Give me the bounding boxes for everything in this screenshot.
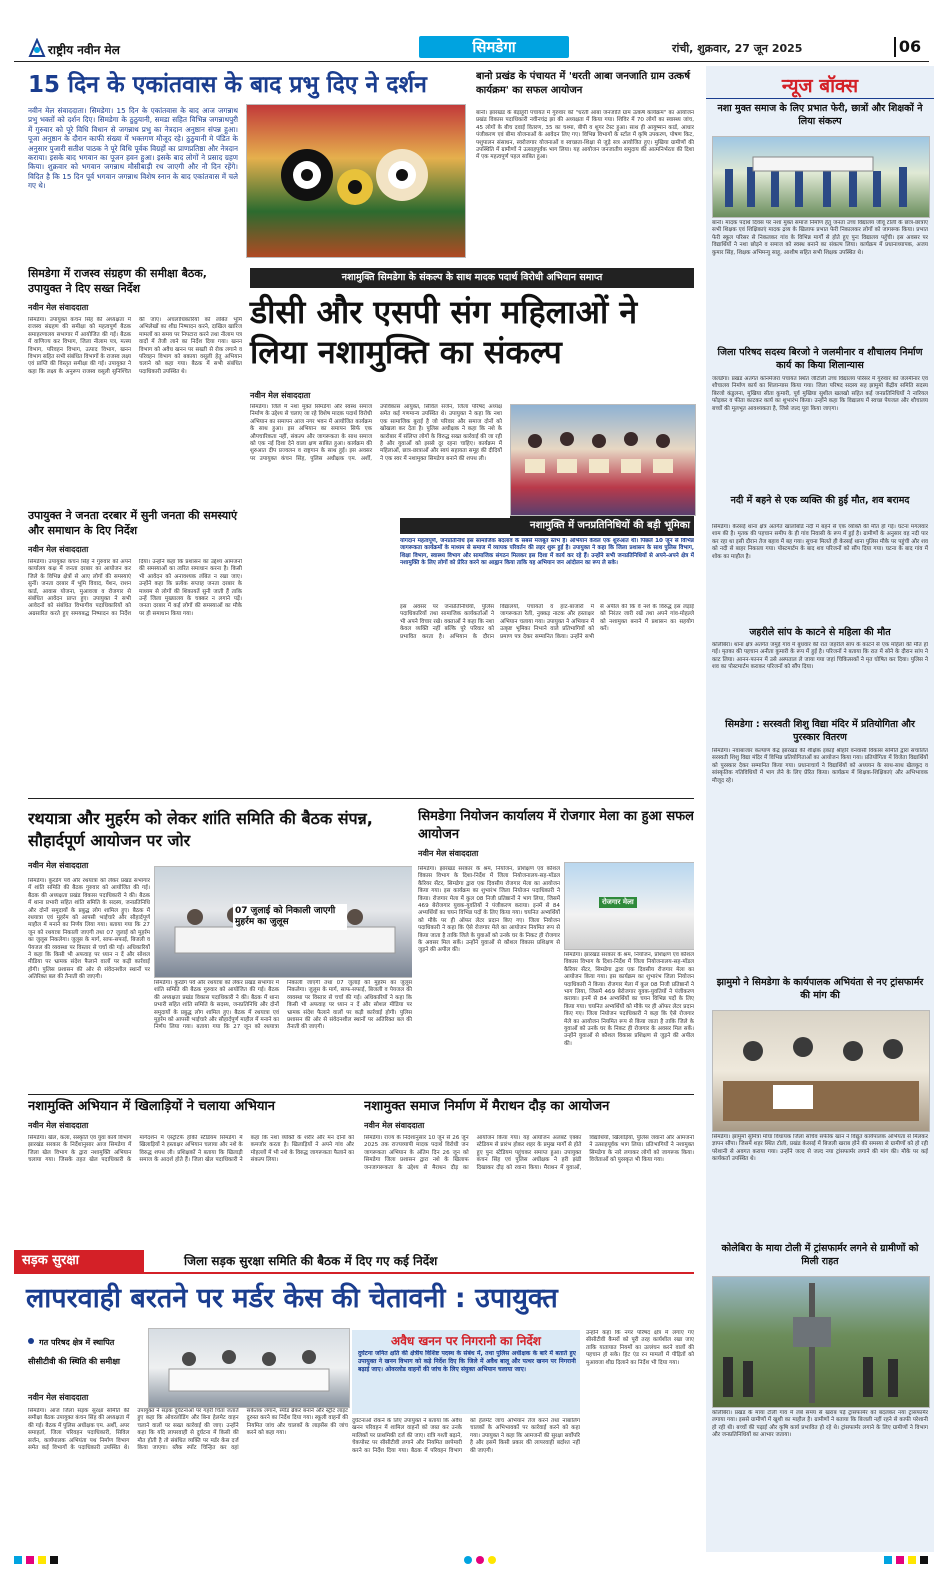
road-body-continued: उन्होंने कहा कि नगर परिषद क्षेत्र में लगाए गए सीसीटीवी कैमरों को पूरी तरह कार्यशील रखा जाए ताकि यातायात नियमों का उल्लंघन करने वालों की पहचान हो सके। हिट एंड रन मामलों में पीड़ितों को मुआवजा शीघ्र दिलाने का निर्देश भी दिया गया। xyxy=(586,1330,694,1366)
marathon-headline: नशामुक्त समाज निर्माण में मैराथन दौड़ का आयोजन xyxy=(364,1099,610,1114)
section-rule-1 xyxy=(28,798,694,799)
story-revenue xyxy=(28,266,242,506)
nb1-body: बानो। मादक पदार्थ दिवस पर नशा मुक्त समाज निर्माण हेतु जनता उच्च विद्यालय जीवू टोली के छात्र-छात्राएं सभी शिक्षक एवं शिक्षिकाएं मादक द्रव्य के खिलाफ प्रभात फेरी निकालकर लोगों को जागरूक किया। प्रभात फेरी स्कूल परिसर से निकलकर गांव के विभिन्न मार्गों से होते हुए पुनः विद्यालय पहुँची। इस अवसर पर विद्यार्थियों ने नशा छोड़ने व समाज को स्वस्थ बनाने का संकल्प लिया। कार्यक्रम में प्रधानाध्यापक, अजय कुमार सिंह, शिक्षक अभिमन्यु साहू, आशीष सहित सभी शिक्षक उपस्थित थे। xyxy=(712,220,928,256)
ornament-icon xyxy=(28,38,46,58)
rojgar-byline: नवीन मेल संवाददाता xyxy=(418,849,479,858)
rath-headline: रथयात्रा और मुहर्रम को लेकर शांति समिति की बैठक संपन्न, सौहार्दपूर्ण आयोजन पर जोर xyxy=(28,809,373,850)
road-section-label: सड़क सुरक्षा xyxy=(14,1250,144,1272)
road-body: सिमडेगा। आज जिला सड़क सुरक्षा समिति की समीक्षा बैठक उपायुक्त कंचन सिंह की अध्यक्षता में की गई। बैठक में पुलिस अधीक्षक एम. अर्शी, अपर समाहर्ता, जिला परिवहन पदाधिकारी, सिविल सर्जन, कार्यपालक अभियंता पथ निर्माण विभाग समेत कई विभागों के पदाधिकारी उपस्थित थे। उपायुक्त ने सड़क दुर्घटनाओं पर गहरी चिंता जताते हुए कहा कि ओवरलोडिंग और बिना हेलमेट वाहन चलाने वालों पर सख्त कार्रवाई की जाए। उन्होंने कहा कि यदि लापरवाही से दुर्घटना में किसी की मौत होती है तो संबंधित व्यक्ति पर मर्डर केस दर्ज किया जाएगा। ब्लैक स्पॉट चिन्हित कर वहां संकेतक लगाने, स्पीड ब्रेकर बनाने और स्ट्रीट लाइट दुरुस्त करने का निर्देश दिया गया। स्कूली वाहनों की नियमित जांच और चालकों के लाइसेंस की जांच करने को कहा गया। xyxy=(28,1408,348,1452)
rojgar-body-2: सिमडेगा। झारखंड सरकार के श्रम, नियोजन, प्रशिक्षण एवं कौशल विकास विभाग के दिशा-निर्देश में जिला नियोजनालय-सह-मॉडल कैरियर सेंटर, सिमडेगा द्वारा एक दिवसीय रोजगार मेला का आयोजन किया गया। इस कार्यक्रम का शुभारंभ जिला नियोजन पदाधिकारी ने किया। रोजगार मेला में कुल 08 निजी प्रतिष्ठानों ने भाग लिया, जिसमें 469 बेरोजगार युवक-युवतियों ने पंजीकरण कराया। इनमें से 84 अभ्यर्थियों का चयन विभिन्न पदों के लिए किया गया। चयनित अभ्यर्थियों को मौके पर ही ऑफर लेटर प्रदान किए गए। जिला नियोजन पदाधिकारी ने कहा कि ऐसे रोजगार मेले का आयोजन नियमित रूप से किया जाता है ताकि जिले के युवाओं को उनके घर के निकट ही रोजगार के अवसर मिल सकें। उन्होंने युवाओं से कौशल विकास प्रशिक्षण से जुड़ने की अपील की। xyxy=(564,952,694,1047)
rath-body: सिमडेगा। कुरडेग पर्व और रथयात्रा को लेकर प्रखंड सभागार में शांति समिति की बैठक गुरुवार को आयोजित की गई। बैठक की अध्यक्षता प्रखंड विकास पदाधिकारी ने की। बैठक में थाना प्रभारी सहित शांति समिति के सदस्य, जनप्रतिनिधि और दोनों समुदायों के प्रबुद्ध लोग शामिल हुए। बैठक में रथयात्रा एवं मुहर्रम को आपसी भाईचारे और सौहार्दपूर्ण माहौल में मनाने का निर्णय लिया गया। बताया गया कि 27 जून को रथयात्रा निकाली जाएगी तथा 07 जुलाई को मुहर्रम का जुलूस निकलेगा। जुलूस के मार्ग, साफ-सफाई, बिजली व पेयजल की व्यवस्था पर विस्तार से चर्चा की गई। अधिकारियों ने कहा कि किसी भी अफवाह पर ध्यान न दें और सोशल मीडिया पर भ्रामक संदेश फैलाने वालों पर कड़ी कार्रवाई होगी। पुलिस प्रशासन की ओर से संवेदनशील स्थानों पर अतिरिक्त बल की तैनाती की जाएगी। xyxy=(28,878,150,981)
page-number: 06 xyxy=(894,37,924,57)
darbar-headline: उपायुक्त ने जनता दरबार में सुनी जनता की समस्याएं और समाधान के दिए निर्देश xyxy=(28,509,238,537)
nb6-headline: झामुमो ने सिमडेगा के कार्यपालक अभियंता से नए ट्रांसफार्मर की मांग की xyxy=(716,977,924,1001)
story1-headline: 15 दिन के एकांतवास के बाद प्रभु दिए ने दर्शन xyxy=(28,72,427,98)
rath-photo-caption: 07 जुलाई को निकाली जाएगी मुहर्रम का जुलूस xyxy=(233,904,347,930)
nb3-body: सिमडेगा। केरसई थाना क्षेत्र अंतर्गत खालोबोडे नदी में बहने से एक व्यक्ति की मौत हो गई। घटना मंगलवार शाम की है। मृतक की पहचान समीप के ही गांव निवासी के रूप में हुई है। ग्रामीणों के अनुसार वह नदी पार कर रहा था इसी दौरान तेज बहाव में बह गया। सूचना मिलते ही केरसई थाना पुलिस मौके पर पहुंची और शव को नदी से बाहर निकाला गया। पोस्टमार्टम के बाद शव परिजनों को सौंप दिया गया। घटना के बाद गांव में शोक का माहौल है। xyxy=(712,524,928,560)
story2-body: बानो। झारखंड के बेड़ाहूरी पंचायत में गुरुवार को "धरती आबा जनजाति ग्राम उत्कर्ष कार्यक्रम" का आयोजन प्रखंड विकास पदाधिकारी नवीनचंद्र झा की अध्यक्षता में किया गया। शिविर में 70 लोगों का स्वास्थ्य जांच, 45 लोगों के बीच दवाई वितरण, 35 का चश्मा, बीपी व शुगर टेस्ट हुआ। साथ ही आयुष्मान कार्ड, आधार पंजीकरण एवं बीमा योजनाओं के आवेदन लिए गए। विभिन्न विभागों के स्टॉल में कृषि उपकरण, पोषण किट, पशुपालन संसाधन, स्वरोजगार योजनाओं व स्वच्छता-शिक्षा से जुड़े सत्र आयोजित हुए। मुखिया ग्रामीणों की उपस्थिति में ग्रामीणों ने उत्साहपूर्वक भाग लिया। यह आयोजन जनजातीय समुदाय की आत्मनिर्भरता की दिशा में एक महत्वपूर्ण पहल साबित हुआ। xyxy=(476,110,694,161)
news-box-title: न्यूज बॉक्स xyxy=(781,75,859,97)
main-kicker: नशामुक्ति सिमडेगा के संकल्प के साथ मादक पदार्थ विरोधी अभियान समाप्त xyxy=(341,272,603,283)
rojgar-headline: सिमडेगा नियोजन कार्यालय में रोजगार मेला का हुआ सफल आयोजन xyxy=(418,809,694,842)
darbar-body: सिमडेगा। उपायुक्त कंचन सिंह ने गुरुवार को अपने कार्यालय कक्ष में जनता दरबार का आयोजन कर जिले के विभिन्न क्षेत्रों से आए लोगों की समस्याएं सुनीं। जनता दरबार में भूमि विवाद, पेंशन, राशन कार्ड, आवास योजना, मुआवजा व रोजगार से संबंधित आवेदन प्राप्त हुए। उपायुक्त ने सभी आवेदनों को संबंधित विभागीय पदाधिकारियों को अग्रसारित करते हुए समयबद्ध निष्पादन का निर्देश दिया। उन्होंने कहा कि प्रशासन का उद्देश्य आमजनों की समस्याओं का त्वरित समाधान करना है। किसी भी आवेदन को अनावश्यक लंबित न रखा जाए। उन्होंने कहा कि प्रत्येक सप्ताह जनता दरबार के माध्यम से लोगों की शिकायतें सुनी जाती हैं ताकि उन्हें जिला मुख्यालय के चक्कर न लगाने पड़ें। जनता दरबार में कई लोगों की समस्याओं का मौके पर ही समाधान किया गया। xyxy=(28,559,242,617)
khiladi-body: सिमडेगा। खेल, कला, संस्कृति एवं युवा कार्य विभाग झारखंड सरकार के निर्देशानुसार आज सिमडेगा में जिला खेल विभाग के द्वारा नशामुक्ति अभियान चलाया गया। जिसके तहत खेल पदाधिकारी के मार्गदर्शन में एस्ट्रोटर्फ हॉकी स्टेडियम सिमडेगा में खिलाड़ियों ने हस्ताक्षर अभियान चलाया और नशे के विरुद्ध शपथ ली। प्रशिक्षकों ने बताया कि खिलाड़ी समाज के आदर्श होते हैं। जिला खेल पदाधिकारी ने कहा कि नशा व्यक्ति के शरीर और मन दोनों को कमजोर करता है। खिलाड़ियों ने अपने गांव और मोहल्लों में भी नशे के विरुद्ध जागरूकता फैलाने का संकल्प लिया। xyxy=(28,1135,354,1164)
section-title: सिमडेगा xyxy=(472,38,516,56)
nb5-headline: सिमडेगा : सरस्वती शिशु विद्या मंदिर में प्रतियोगिता और पुरस्कार वितरण xyxy=(725,719,915,743)
rojgar-body: सिमडेगा। झारखंड सरकार के श्रम, नियोजन, प्रशिक्षण एवं कौशल विकास विभाग के दिशा-निर्देश में जिला नियोजनालय-सह-मॉडल कैरियर सेंटर, सिमडेगा द्वारा एक दिवसीय रोजगार मेला का आयोजन किया गया। इस कार्यक्रम का शुभारंभ जिला नियोजन पदाधिकारी ने किया। रोजगार मेला में कुल 08 निजी प्रतिष्ठानों ने भाग लिया, जिसमें 469 बेरोजगार युवक-युवतियों ने पंजीकरण कराया। इनमें से 84 अभ्यर्थियों का चयन विभिन्न पदों के लिए किया गया। चयनित अभ्यर्थियों को मौके पर ही ऑफर लेटर प्रदान किए गए। जिला नियोजन पदाधिकारी ने कहा कि ऐसे रोजगार मेले का आयोजन नियमित रूप से किया जाता है ताकि जिले के युवाओं को उनके घर के निकट ही रोजगार के अवसर मिल सकें। उन्होंने युवाओं से कौशल विकास प्रशिक्षण से जुड़ने की अपील की। xyxy=(418,866,560,954)
story-rojgar-mela xyxy=(418,808,694,1090)
road-headline: लापरवाही बरतने पर मर्डर केस की चेतावनी : उपायुक्त xyxy=(26,1283,558,1314)
darbar-byline: नवीन मेल संवाददाता xyxy=(28,545,89,554)
main-headline: डीसी और एसपी संग महिलाओं ने लिया नशामुक्ति का संकल्प xyxy=(250,293,638,371)
caption-title: नशामुक्ति में जनप्रतिनिधियों की बड़ी भूमिका xyxy=(400,518,694,534)
marathon-body: सिमडेगा। राज्य के निर्देशानुसार 10 जून से 26 जून 2025 तक राज्यव्यापी मादक पदार्थ विरोधी जन जागरूकता अभियान के अंतिम दिन 26 जून को सिमडेगा जिला प्रशासन द्वारा नशे के खिलाफ जनजागरूकता के उद्देश्य से मैराथन दौड़ का आयोजन किया गया। यह आयोजन अलबर्ट एक्का स्टेडियम से प्रारंभ होकर शहर के प्रमुख मार्गों से होते हुए पुनः स्टेडियम पहुंचकर समाप्त हुआ। उपायुक्त कंचन सिंह एवं पुलिस अधीक्षक ने हरी झंडी दिखाकर दौड़ को रवाना किया। मैराथन में युवाओं, विद्यार्थियों, खिलाड़ियों, पुलिस जवानों और आमजनों ने उत्साहपूर्वक भाग लिया। प्रतिभागियों ने नशामुक्त सिमडेगा के नारे लगाकर लोगों को जागरूक किया। विजेताओं को पुरस्कृत भी किया गया। xyxy=(364,1135,694,1171)
deity-icon xyxy=(247,105,465,257)
story-marathon xyxy=(364,1098,694,1244)
road-meeting-photo xyxy=(148,1328,350,1408)
nb2-body: जलडेगा। प्रखंड अंतर्गत कोनमेंजरा पंचायत स्थित जीटोली उच्च विद्यालय परिसर में गुरुवार को जलमीनार एवं शौचालय निर्माण कार्य का शिलान्यास किया गया। जिला परिषद सदस्य सह झामुमो केंद्रीय समिति सदस्य बिरजो कंडुलना, मुखिया सीता कुमारी, पूर्व मुखिया सुशील खलखो सहित कई जनप्रतिनिधियों ने नारियल फोड़कर व फीता काटकर कार्य का शुभारंभ किया। उन्होंने कहा कि विद्यालय में स्वच्छ पेयजल और शौचालय बच्चों की मूलभूत आवश्यकता है, जिसे जल्द पूरा किया जाएगा। xyxy=(712,376,928,412)
nb4-body: कोलेबिरा। थाना क्षेत्र अंतर्गत जमुई गांव में बुधवार की रात जहरीले सांप के काटने से एक महिला की मौत हो गई। मृतका की पहचान अनीता कुमारी के रूप में हुई है। परिजनों ने बताया कि रात में सोने के दौरान सांप ने काट लिया। आनन-फानन में उसे अस्पताल ले जाया गया जहां चिकित्सकों ने मृत घोषित कर दिया। पुलिस ने शव का पोस्टमार्टम कराकर परिजनों को सौंप दिया। xyxy=(712,642,928,671)
memorandum-photo xyxy=(712,1010,930,1132)
khiladi-byline: नवीन मेल संवाददाता xyxy=(28,1121,89,1130)
mining-lead: दुर्घटना जनित क्षति की क्षेत्रीय विशिष्ट पदस्थ के संबंध में, तथा पुलिस अधीक्षक के बारे में बताते हुए उपायुक्त ने खनन विभाग को कड़े निर्देश दिए कि जिले में अवैध बालू और पत्थर खनन पर निगरानी बढ़ाई जाए। ओवरलोड वाहनों की जांच के लिए संयुक्त अभियान चलाया जाए। xyxy=(358,1350,576,1373)
nb2-headline: जिला परिषद सदस्य बिरजो ने जलमीनार व शौचालय निर्माण कार्य का किया शिलान्यास xyxy=(717,347,923,371)
story-dharti-aaba xyxy=(476,70,694,264)
nb4-headline: जहरीले सांप के काटने से महिला की मौत xyxy=(749,627,891,638)
main-byline: नवीन मेल संवाददाता xyxy=(250,391,311,400)
story1-body: नवीन मेल संवाददाता। सिमडेगा। 15 दिन के एकांतवास के बाद आज जगन्नाथ प्रभु भक्तों को दर्शन दिए। सिमडेगा के ठुठुयानी, समडा सहित विभिन्न जगन्नाथपुरी में गुरुवार को पूरे विधि विधान से जगन्नाथ प्रभु का नेत्रदान अनुष्ठान संपन्न हुआ। पूजा अनुष्ठान के दौरान काफी संख्या में भक्तगण मौजूद रहे। ठुठुयानी मे पंडित के अनुसार पुजारी सतीश पाठक ने पूरे विधि पूर्वक विग्रहों का प्राणप्रतिष्ठा और नेत्रदान कराया। इसके बाद भगवान का पूजन हवन हुआ। इसके बाद लोगों ने प्रसाद ग्रहण किया। शुक्रवार को भगवान जगन्नाथ मौसीबाड़ी रथ जाएगी और नौ दिन रहेंगे। विदित है कि 15 दिन पूर्व भगवान जगन्नाथ विशेष स्नान के बाद एकांतवास में चले गए थे। xyxy=(28,106,238,191)
paper-name: राष्ट्रीय नवीन मेल xyxy=(48,43,120,57)
nb5-body: सिमडेगा। नवाबाजार कल्याण केंद्र झारखंड की शैक्षिक इकाई श्रीहरि वनवासी विकास समिति द्वारा संचालित सरस्वती शिशु विद्या मंदिर में विभिन्न प्रतियोगिताओं का आयोजन किया गया। प्रतियोगिता में विजेता विद्यार्थियों को पुरस्कार देकर सम्मानित किया गया। प्रधानाचार्य ने विद्यार्थियों को अध्ययन के साथ-साथ खेलकूद व सांस्कृतिक गतिविधियों में भाग लेने के लिए प्रेरित किया। कार्यक्रम में शिक्षक-शिक्षिकाएं और अभिभावक मौजूद रहे। xyxy=(712,748,928,784)
story-janta-darbar xyxy=(28,508,242,790)
jagannath-photo xyxy=(246,104,466,258)
main-body-continued: इस अवसर पर जनप्रतिनिधियों, पुलिस पदाधिकारियों तथा सामाजिक कार्यकर्ताओं ने भी अपने विचार रखे। वक्ताओं ने कहा कि नशा केवल व्यक्ति नहीं बल्कि पूरे परिवार को प्रभावित करता है। अभियान के दौरान विद्यालयों, पंचायतों व हाट-बाजारों में जागरूकता रैली, नुक्कड़ नाटक और हस्ताक्षर अभियान चलाया गया। उपायुक्त ने अभियान में उत्कृष्ट भूमिका निभाने वाले प्रतिभागियों को प्रमाण पत्र देकर सम्मानित किया। उन्होंने सभी से अपील की कि वे नशे के विरुद्ध इस लड़ाई को निरंतर जारी रखें तथा अपने गांव-मोहल्ले को नशामुक्त बनाने में प्रशासन का सहयोग करें। xyxy=(400,604,694,640)
nb7-body: कोलेबिरा। प्रखंड के माया टोली गांव में लंबे समय से खराब पड़े ट्रांसफार्मर को बदलकर नया ट्रांसफार्मर लगाया गया। इससे ग्रामीणों में खुशी का माहौल है। ग्रामीणों ने बताया कि बिजली नहीं रहने से काफी परेशानी हो रही थी। बच्चों की पढ़ाई और कृषि कार्य प्रभावित हो रहे थे। ट्रांसफार्मर लगाने के लिए ग्रामीणों ने विभाग और जनप्रतिनिधियों का आभार जताया। xyxy=(712,1410,928,1439)
rath-body-2: सिमडेगा। कुरडेग पर्व और रथयात्रा को लेकर प्रखंड सभागार में शांति समिति की बैठक गुरुवार को आयोजित की गई। बैठक की अध्यक्षता प्रखंड विकास पदाधिकारी ने की। बैठक में थाना प्रभारी सहित शांति समिति के सदस्य, जनप्रतिनिधि और दोनों समुदायों के प्रबुद्ध लोग शामिल हुए। बैठक में रथयात्रा एवं मुहर्रम को आपसी भाईचारे और सौहार्दपूर्ण माहौल में मनाने का निर्णय लिया गया। बताया गया कि 27 जून को रथयात्रा निकाली जाएगी तथा 07 जुलाई को मुहर्रम का जुलूस निकलेगा। जुलूस के मार्ग, साफ-सफाई, बिजली व पेयजल की व्यवस्था पर विस्तार से चर्चा की गई। अधिकारियों ने कहा कि किसी भी अफवाह पर ध्यान न दें और सोशल मीडिया पर भ्रामक संदेश फैलाने वालों पर कड़ी कार्रवाई होगी। पुलिस प्रशासन की ओर से संवेदनशील स्थानों पर अतिरिक्त बल की तैनाती की जाएगी। xyxy=(154,980,412,1031)
dateline: रांची, शुक्रवार, 27 जून 2025 xyxy=(672,42,803,55)
revenue-byline: नवीन मेल संवाददाता xyxy=(28,303,89,312)
section-tab xyxy=(419,36,569,58)
rally-photo xyxy=(712,136,930,218)
news-box xyxy=(706,66,934,1552)
transformer-photo xyxy=(712,1276,930,1408)
news-box-rule xyxy=(706,98,934,99)
caption-body: योगदान महत्वपूर्ण, जनप्रतिनिधि इस सामाजिक बदलाव के सबसे मजबूत स्तंभ हैं। अभियान केवल एक शुरुआत थी। पिछले 10 जून से विभिन्न जागरूकता कार्यक्रमों के माध्यम से समाज में व्यापक परिवर्तन की लहर शुरू हुई है। उपायुक्त ने कहा कि जिला प्रशासन के साथ पुलिस विभाग, शिक्षा विभाग, स्वास्थ्य विभाग और सामाजिक संगठन मिलकर इस दिशा में कार्य कर रहे हैं। उन्होंने सभी जनप्रतिनिधियों से अपने-अपने क्षेत्र में नशामुक्ति के लिए लोगों को प्रेरित करने का आह्वान किया ताकि यह अभियान जन आंदोलन का रूप ले सके। xyxy=(400,538,694,567)
bullet-icon xyxy=(28,1338,34,1344)
rath-byline: नवीन मेल संवाददाता xyxy=(28,861,89,870)
masthead-rule xyxy=(14,61,929,62)
masthead xyxy=(14,36,929,62)
pledge-photo xyxy=(510,404,696,516)
road-subhead: जिला सड़क सुरक्षा समिति की बैठक में दिए गए कई निर्देश xyxy=(184,1254,438,1268)
rojgar-photo-label: रोजगार मेला xyxy=(599,897,637,908)
road-section-bar xyxy=(14,1250,694,1274)
revenue-headline: सिमडेगा में राजस्व संग्रहण की समीक्षा बैठक, उपायुक्त ने दिए सख्त निर्देश xyxy=(28,267,207,295)
mining-body: दुर्घटनाओं रोकने के लिए उपायुक्त ने बताया कि अवैध खनन परिवहन में शामिल वाहनों को जब्त कर उनके मालिकों पर प्राथमिकी दर्ज की जाए। रात्रि गश्ती बढ़ाने, चेकपोस्ट पर सीसीटीवी लगाने और नियमित छापेमारी करने का निर्देश दिया गया। बैठक में परिवहन विभाग को हेलमेट जांच अभियान तेज करने तथा नाबालिग चालकों के अभिभावकों पर कार्रवाई करने को कहा गया। उपायुक्त ने कहा कि आमजनों की सुरक्षा सर्वोपरि है और इसमें किसी प्रकार की लापरवाही बर्दाश्त नहीं की जाएगी। xyxy=(352,1418,580,1454)
story-jagannath xyxy=(28,70,466,260)
road-bullet-box xyxy=(28,1330,144,1388)
nb7-headline: कोलेबिरा के माया टोली में ट्रांसफार्मर लगने से ग्रामीणों को मिली राहत xyxy=(721,1243,919,1267)
nb1-headline: नशा मुक्त समाज के लिए प्रभात फेरी, छात्रों और शिक्षकों ने लिया संकल्प xyxy=(717,103,923,127)
road-bullet: गत परिषद क्षेत्र में स्थापित सीसीटीवी की स्थिति की समीक्षा xyxy=(28,1338,120,1366)
story2-headline: बानो प्रखंड के पंचायत में 'धरती आबा जनजाति ग्राम उत्कर्ष कार्यक्रम' का सफल आयोजन xyxy=(476,71,691,96)
main-body: सिमडेगा। जिले में नशा मुक्त सिमडेगा और स्वस्थ समाज निर्माण के उद्देश्य से चलाए जा रहे विशेष मादक पदार्थ विरोधी अभियान का समापन आज नगर भवन में आयोजित कार्यक्रम के साथ हुआ। इस अभियान का समापन सिर्फ एक औपचारिकता नहीं, संकल्प और जागरूकता के साथ समाज को एक नई दिशा देने वाला क्षण साबित हुआ। कार्यक्रम की शुरुआत दीप प्रज्वलन व राष्ट्रगान के साथ हुई। इस अवसर पर उपायुक्त कंचन सिंह, पुलिस अधीक्षक एम. अर्शी, उपविकास आयुक्त, सिविल सर्जन, जिला परिषद अध्यक्ष समेत कई गणमान्य उपस्थित थे। उपायुक्त ने कहा कि नशा एक सामाजिक बुराई है जो परिवार और समाज दोनों को खोखला कर देता है। पुलिस अधीक्षक ने कहा कि नशे के कारोबार में संलिप्त लोगों के विरुद्ध सख्त कार्रवाई की जा रही है और युवाओं को इससे दूर रहना चाहिए। कार्यक्रम में महिलाओं, छात्र-छात्राओं और स्वयं सहायता समूह की दीदियों ने एक स्वर में नशामुक्त सिमडेगा बनाने की शपथ ली। xyxy=(250,404,502,462)
story-rathyatra xyxy=(28,808,412,1090)
mining-headline: अवैध खनन पर निगरानी का निर्देश xyxy=(391,1334,541,1348)
rojgar-photo xyxy=(564,862,694,950)
road-byline: नवीन मेल संवाददाता xyxy=(28,1393,89,1402)
main-kicker-bar xyxy=(250,268,694,288)
nb3-headline: नदी में बहने से एक व्यक्ति की हुई मौत, शव बरामद xyxy=(730,495,910,506)
story-khiladi xyxy=(28,1098,354,1244)
khiladi-headline: नशामुक्ति अभियान में खिलाड़ियों ने चलाया अभियान xyxy=(28,1099,275,1114)
nb6-body: सिमडेगा। झामुमो सुमित्रा मोघा विधायक जिला सचिव सफीक खान ने विद्युत कार्यपालक अभियंता से मिलकर ज्ञापन सौंपा। जिसमें शहर स्थित टोली, प्रखंड केरसई में बिजली खराब होने की समस्या से ग्रामीणों को हो रही परेशानी से अवगत कराया गया। उन्होंने जल्द से जल्द नया ट्रांसफार्मर लगाने की मांग की। मौके पर कई कार्यकर्ता उपस्थित थे। xyxy=(712,1134,928,1163)
marathon-byline: नवीन मेल संवाददाता xyxy=(364,1121,425,1130)
color-bar xyxy=(14,1556,929,1566)
revenue-body: सिमडेगा। उपायुक्त कंचन सिंह की अध्यक्षता में राजस्व संग्रहण की समीक्षा को महत्वपूर्ण बैठक समाहरणालय सभागार में आयोजित की गई। बैठक में वाणिज्य कर विभाग, जिला नीलाम पत्र, मत्स्य विभाग, परिवहन विभाग, उत्पाद विभाग, खनन विभाग सहित सभी संबंधित विभागों के राजस्व लक्ष्य एवं प्राप्ति की विस्तृत समीक्षा की गई। उपायुक्त ने कहा कि लक्ष्य के अनुरूप राजस्व वसूली सुनिश्चित की जाए। अंचलाधिकारियों को लंबित भूमि अभिलेखों का शीघ्र निष्पादन करने, दाखिल खारिज मामलों का समय पर निपटारा करने तथा नीलाम पत्र वादों में तेजी लाने का निर्देश दिया गया। खनन विभाग को अवैध खनन पर सख्ती से रोक लगाने व परिवहन विभाग को बकाया वसूली हेतु अभियान चलाने को कहा गया। बैठक में सभी संबंधित पदाधिकारी उपस्थित थे। xyxy=(28,317,242,375)
section-rule-2 xyxy=(28,1094,694,1095)
